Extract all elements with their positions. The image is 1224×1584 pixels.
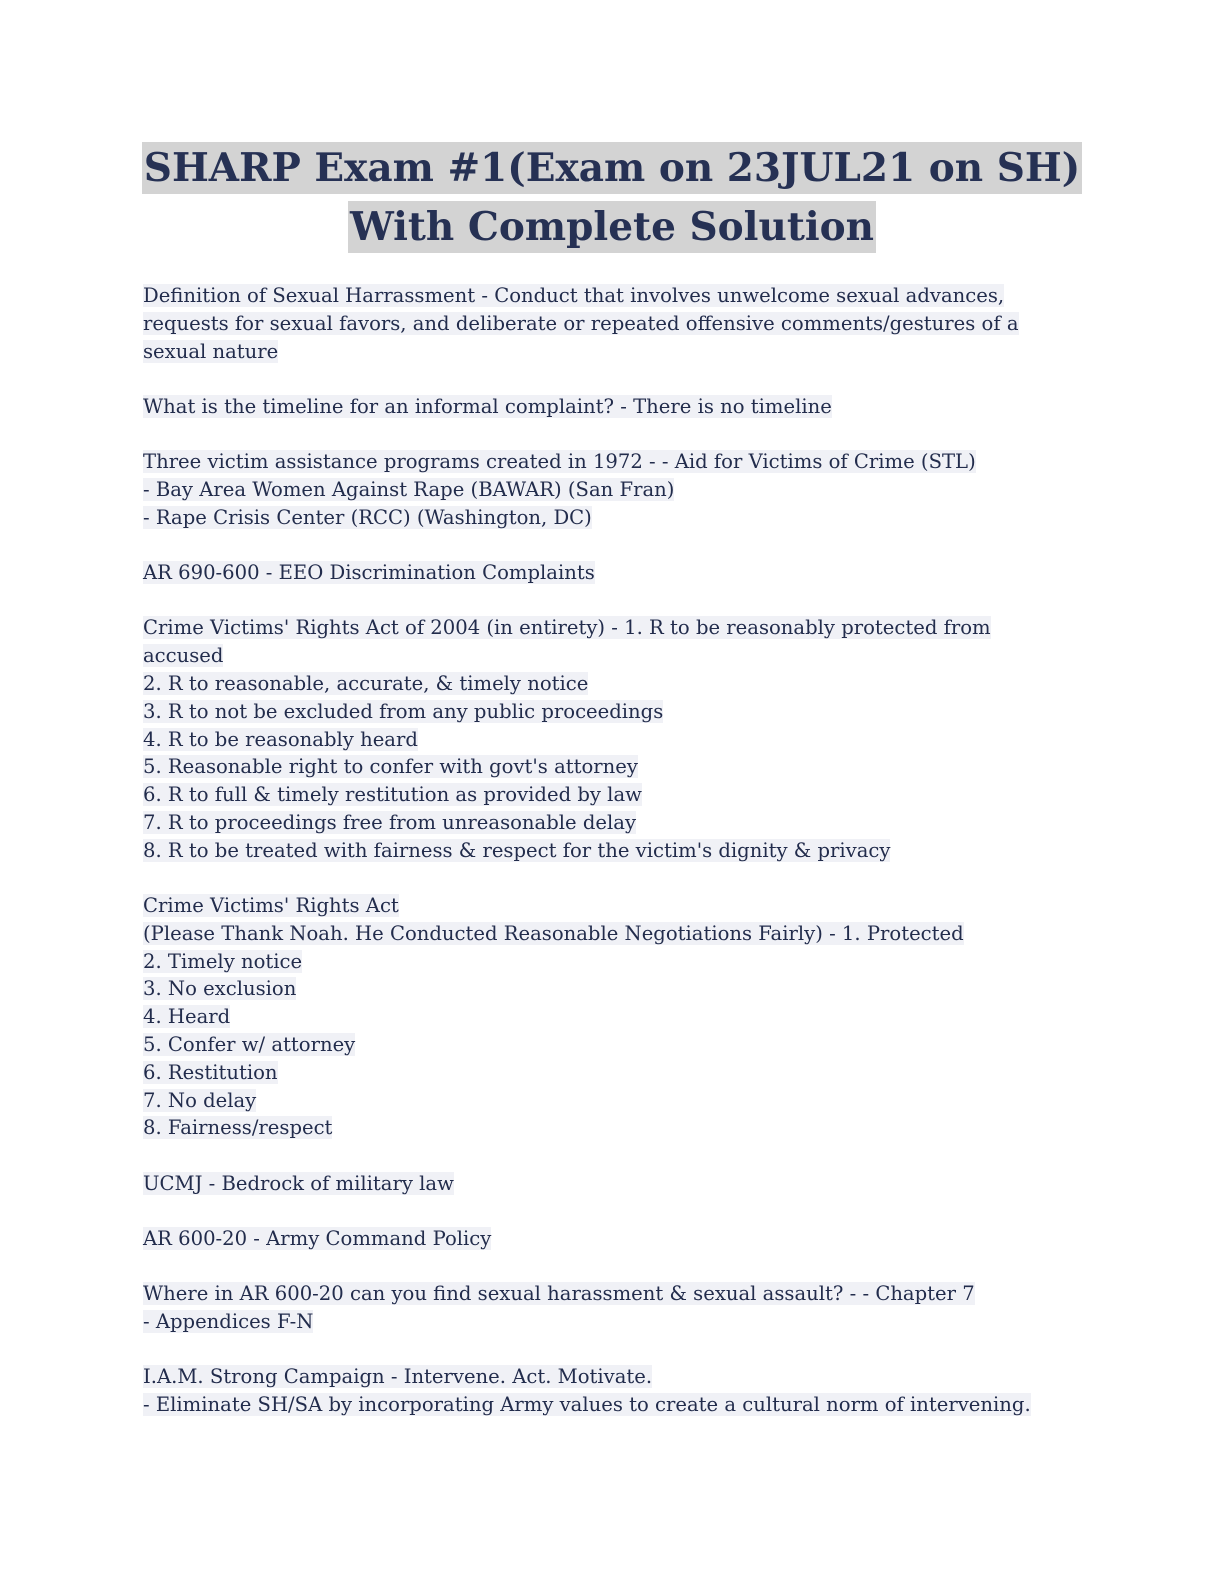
qa-paragraph xyxy=(143,1280,1063,1336)
text-line-content: 2. R to reasonable, accurate, & timely notice xyxy=(143,671,589,695)
text-line xyxy=(143,1280,1063,1308)
text-line xyxy=(143,1114,1063,1142)
text-line-content: 3. No exclusion xyxy=(143,977,297,1001)
text-line-content: - Appendices F-N xyxy=(143,1310,314,1334)
text-line-content: I.A.M. Strong Campaign - Intervene. Act. Motivate. xyxy=(143,1365,653,1389)
text-line xyxy=(143,1087,1063,1115)
text-line-content: 2. Timely notice xyxy=(143,949,303,973)
text-line-content: 5. Confer w/ attorney xyxy=(143,1033,356,1057)
text-line-content: Definition of Sexual Harrassment - Conduct that involves unwelcome sexual advances, xyxy=(143,284,1005,307)
text-line-content: - Rape Crisis Center (RCC) (Washington, DC) xyxy=(143,505,592,529)
text-line-content: AR 600-20 - Army Command Policy xyxy=(143,1227,492,1251)
text-line-content: Crime Victims' Rights Act xyxy=(143,894,399,918)
text-line xyxy=(143,781,1063,809)
qa-paragraph xyxy=(143,282,1063,365)
title-line-1: SHARP Exam #1(Exam on 23JUL21 on SH) xyxy=(142,142,1082,194)
text-line-content: What is the timeline for an informal complaint? - There is no timeline xyxy=(143,394,832,418)
text-line-content: AR 690-600 - EEO Discrimination Complaints xyxy=(143,561,595,585)
qa-paragraph xyxy=(143,448,1063,531)
text-line xyxy=(143,504,1063,532)
text-line-content: 8. Fairness/respect xyxy=(143,1116,333,1140)
text-line xyxy=(143,1170,1063,1198)
qa-paragraph xyxy=(143,393,1063,421)
text-line-content: 7. No delay xyxy=(143,1088,257,1112)
text-line xyxy=(143,393,1063,421)
text-line xyxy=(143,642,1063,670)
text-line xyxy=(143,837,1063,865)
text-line-content: UCMJ - Bedrock of military law xyxy=(143,1171,454,1195)
text-line xyxy=(143,1225,1063,1253)
qa-paragraph xyxy=(143,614,1063,864)
text-line xyxy=(143,1391,1063,1419)
text-line-content: 7. R to proceedings free from unreasonable delay xyxy=(143,810,637,834)
text-line-content: - Bay Area Women Against Rape (BAWAR) (San Fran) xyxy=(143,477,675,501)
text-line-content: 3. R to not be excluded from any public proceedings xyxy=(143,699,664,723)
text-line xyxy=(143,559,1063,587)
text-line xyxy=(143,753,1063,781)
qa-paragraph xyxy=(143,559,1063,587)
text-line xyxy=(143,698,1063,726)
qa-paragraph xyxy=(143,892,1063,1142)
text-line-content: (Please Thank Noah. He Conducted Reasonable Negotiations Fairly) - 1. Protected xyxy=(143,921,964,945)
text-line-content: Where in AR 600-20 can you find sexual harassment & sexual assault? - - Chapter 7 xyxy=(143,1282,975,1306)
text-line xyxy=(143,614,1063,642)
qa-paragraph xyxy=(143,1170,1063,1198)
text-line xyxy=(143,310,1063,338)
document-title xyxy=(0,142,1224,260)
text-line xyxy=(143,809,1063,837)
document-body xyxy=(143,282,1063,1447)
text-line xyxy=(143,1308,1063,1336)
text-line-content: 8. R to be treated with fairness & respect for the victim's dignity & privacy xyxy=(143,838,891,862)
text-line-content: 4. R to be reasonably heard xyxy=(143,727,418,751)
text-line xyxy=(143,726,1063,754)
title-line-2: With Complete Solution xyxy=(348,201,876,253)
text-line xyxy=(143,338,1063,366)
qa-paragraph xyxy=(143,1363,1063,1419)
text-line xyxy=(143,892,1063,920)
text-line-content: 6. R to full & timely restitution as provided by law xyxy=(143,783,642,807)
text-line xyxy=(143,1003,1063,1031)
text-line xyxy=(143,948,1063,976)
text-line-content: 6. Restitution xyxy=(143,1060,278,1084)
text-line xyxy=(143,975,1063,1003)
text-line xyxy=(143,282,1063,310)
text-line-content: accused xyxy=(143,644,224,668)
text-line-content: - Eliminate SH/SA by incorporating Army values to create a cultural norm of intervening. xyxy=(143,1393,1031,1417)
text-line-content: Crime Victims' Rights Act of 2004 (in entirety) - 1. R to be reasonably protected from xyxy=(143,616,991,640)
text-line-content: 5. Reasonable right to confer with govt's attorney xyxy=(143,755,638,779)
text-line-content: requests for sexual favors, and deliberate or repeated offensive comments/gestures of a xyxy=(143,311,1019,335)
text-line-content: sexual nature xyxy=(143,339,279,363)
text-line-content: 4. Heard xyxy=(143,1005,231,1029)
text-line xyxy=(143,448,1063,476)
text-line xyxy=(143,670,1063,698)
text-line xyxy=(143,476,1063,504)
text-line xyxy=(143,1363,1063,1391)
text-line-content: Three victim assistance programs created in 1972 - - Aid for Victims of Crime (STL) xyxy=(143,450,976,474)
text-line xyxy=(143,920,1063,948)
text-line xyxy=(143,1059,1063,1087)
qa-paragraph xyxy=(143,1225,1063,1253)
text-line xyxy=(143,1031,1063,1059)
